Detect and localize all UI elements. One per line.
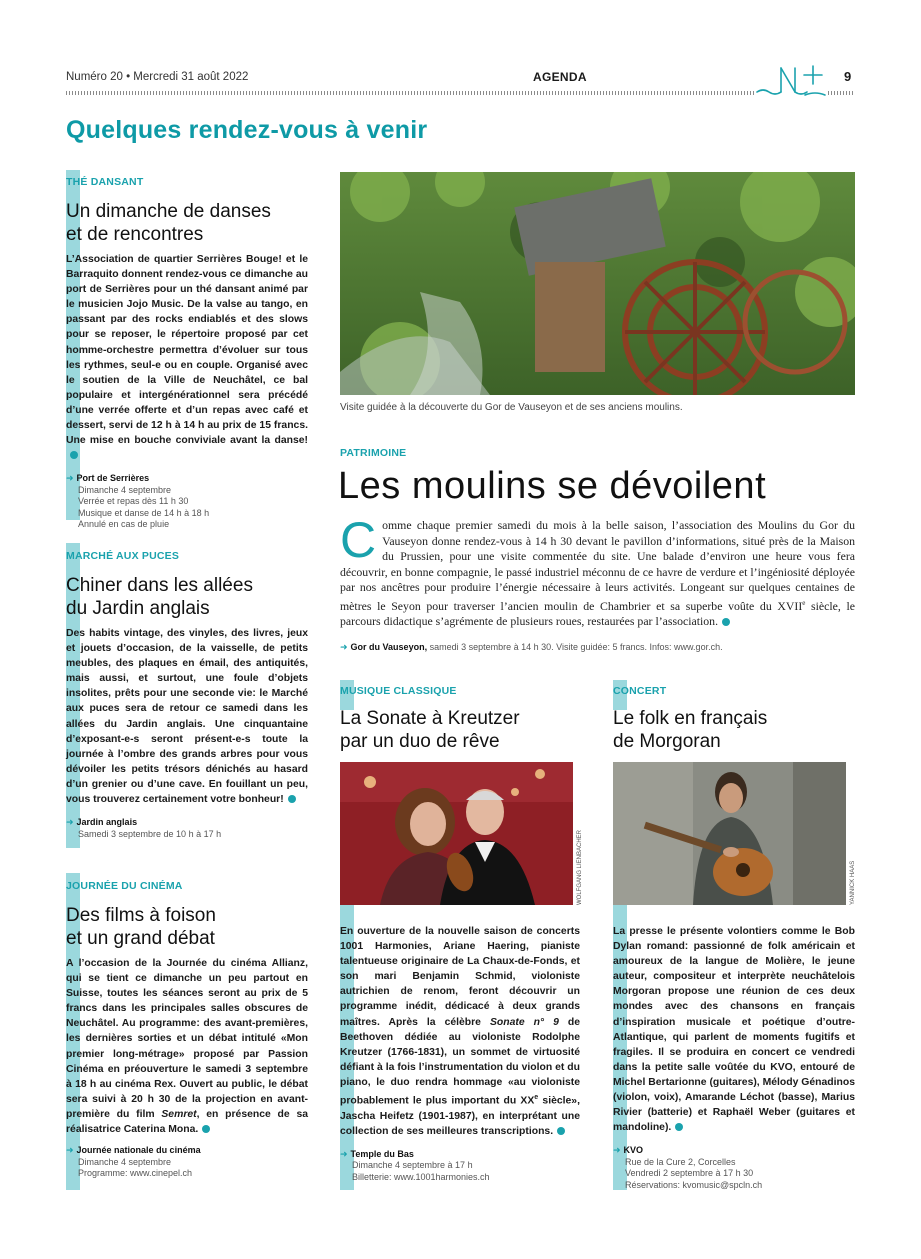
- end-dot-icon: [202, 1125, 210, 1133]
- body-text: A l’occasion de la Journée du cinéma Allianz, qui se tient ce dimanche un peu partout en Suisse, toutes les séances seront au prix de 5 francs dans les principales salles obscures de Neuchâtel. Au programme: des avant-premières, les dernières sorties et un débat intitulé «Mon premier long-métrage» proposé par Passion Cinéma en préouverture le samedi 3 septembre à 18 h au cinéma Rex. Ouvert au public, le débat sera suivi à 20 h 30 de la projection en avant-première du film: [66, 958, 308, 1120]
- info-line: Jardin anglais: [76, 817, 138, 828]
- folk-photo: [613, 762, 846, 905]
- info-line: Annulé en cas de pluie: [78, 519, 170, 530]
- duo-photo-image: [340, 762, 573, 905]
- photo-credit: YANNICK HAAS: [850, 860, 856, 905]
- info-line: Réservations: kvomusic@spcln.ch: [625, 1179, 763, 1190]
- kicker: JOURNÉE DU CINÉMA: [66, 880, 183, 892]
- article-cinema: [66, 880, 308, 1180]
- arrow-icon: ➜: [66, 1145, 74, 1156]
- body-text: siècle, le parcours didactique s’agrémente de plusieurs roues, restaurées par l’association.: [340, 598, 855, 629]
- photo-caption: Visite guidée à la découverte du Gor de Vauseyon et de ses anciens moulins.: [340, 402, 683, 413]
- body-text: omme chaque premier samedi du mois à la belle saison, l’association des Moulins du Gor du Vauseyon donne rendez-vous à 14 h 30 devant le pavillon d’informations, situé près de la Maison du Prussien, pour une visite commentée du site. Une balade d’environ une heure vous fera découvrir, en bonne compagnie, le passé industriel méconnu de ce havre de verdure et l’ingéniosité déployée par nos ancêtres pour produire l’énergie nécessaire à leurs activités. Longeant sur quelques centaines de mètres le Seyon pour traverser l’ancien moulin de Chambrier et sa superbe voûte du XVII: [340, 518, 855, 613]
- header-rule-right: [828, 91, 855, 95]
- info-line: Vendredi 2 septembre à 17 h 30: [625, 1168, 754, 1179]
- info-line: Port de Serrières: [76, 473, 150, 484]
- title-line: par un duo de rêve: [340, 731, 500, 752]
- kicker: CONCERT: [613, 685, 667, 697]
- title-line: et de rencontres: [66, 224, 204, 245]
- article-concert: [613, 924, 855, 1191]
- article-title: [66, 200, 308, 246]
- title-line: La Sonate à Kreutzer: [340, 708, 520, 729]
- article-marche: [66, 550, 308, 840]
- photo-credit: WOLFGANG LIENBACHER: [577, 829, 583, 905]
- title-line: Un dimanche de danses: [66, 201, 271, 222]
- article-body: [340, 924, 580, 1139]
- event-info: [66, 1145, 308, 1180]
- issue-info: Numéro 20 • Mercredi 31 août 2022: [66, 71, 249, 83]
- article-title: [66, 904, 308, 950]
- page-number: 9: [844, 69, 852, 84]
- article-musique: [340, 924, 580, 1183]
- event-info: [66, 473, 308, 531]
- body-text: En ouverture de la nouvelle saison de concerts 1001 Harmonies, Ariane Haering, pianiste talentueuse originaire de La Chaux-de-Fonds, et son mari Benjamin Schmid, violoniste autrichien de renom, feront découvrir un programme inédit, dédicacé à deux grands maîtres. Après la célèbre: [340, 926, 580, 1028]
- body-text: , en présence de sa réalisatrice Caterina Mona.: [66, 1108, 309, 1136]
- folk-photo-image: [613, 762, 846, 905]
- kicker: MARCHÉ AUX PUCES: [66, 550, 180, 562]
- article-title: [66, 574, 308, 620]
- kicker: THÉ DANSANT: [66, 176, 144, 188]
- info-line: Billetterie: www.1001harmonies.ch: [352, 1171, 490, 1182]
- title-line: du Jardin anglais: [66, 598, 210, 619]
- article-title: Les moulins se dévoilent: [338, 465, 767, 507]
- info-line: Samedi 3 septembre de 10 h à 17 h: [78, 828, 222, 839]
- end-dot-icon: [288, 795, 296, 803]
- article-body: [340, 512, 855, 630]
- info-line: Temple du Bas: [350, 1148, 414, 1159]
- info-line: Dimanche 4 septembre à 17 h: [352, 1160, 473, 1171]
- superscript: e: [534, 1094, 539, 1102]
- event-info: [66, 817, 308, 840]
- info-line: Dimanche 4 septembre: [78, 1156, 172, 1167]
- header-rule: [66, 91, 754, 95]
- arrow-icon: ➜: [66, 817, 74, 828]
- mill-photo: [340, 172, 855, 395]
- title-line: Le folk en français: [613, 708, 768, 729]
- info-place: Gor du Vauseyon,: [350, 642, 428, 652]
- event-info: [340, 1149, 580, 1184]
- body-text: Des habits vintage, des vinyles, des livres, jeux et jouets d’occasion, de la vaisselle, de petits meubles, des plaques en émail, des antiquités, mais aussi, et surtout, une foule d’objets insolites, prêts pour une seconde vie: le Marché aux puces sera de retour ce samedi dans les allées du Jardin anglais. Une cinquantaine d’exposant-e-s seront présent-e-s toute la journée à l’ombre des grands arbres pour vous dévoiler les petits trésors dénichés au hasard d’un grenier ou d’une cave. En fouillant un peu, vous trouverez certainement votre bonheur!: [66, 628, 308, 806]
- info-line: Programme: www.cinepel.ch: [78, 1168, 193, 1179]
- end-dot-icon: [70, 451, 78, 459]
- event-info: [613, 1145, 855, 1191]
- arrow-icon: ➜: [613, 1145, 621, 1156]
- title-line: Des films à foison: [66, 905, 216, 926]
- article-body: [66, 956, 308, 1137]
- title-line: et un grand débat: [66, 928, 215, 949]
- info-line: Rue de la Cure 2, Corcelles: [625, 1156, 736, 1167]
- arrow-icon: ➜: [340, 642, 348, 652]
- article-title: [340, 707, 580, 753]
- end-dot-icon: [722, 618, 730, 626]
- body-text: siècle», Jascha Heifetz (1901-1987), en interprétant une collection de ses meilleures transcriptions.: [340, 1095, 580, 1137]
- page-title: Quelques rendez-vous à venir: [66, 116, 428, 144]
- body-text: de Beethoven dédiée au violoniste Rodolphe Kreutzer (1766-1831), un sommet de virtuosité défiant à la fois l’instrumentation du violon et du piano, le duo rendra hommage «au violoniste probablement le plus important du XX: [340, 1016, 580, 1107]
- kicker: MUSIQUE CLASSIQUE: [340, 685, 457, 697]
- article-body: [66, 252, 308, 463]
- info-line: KVO: [623, 1145, 644, 1156]
- info-line: Journée nationale du cinéma: [76, 1145, 201, 1156]
- arrow-icon: ➜: [340, 1148, 348, 1159]
- info-line: Verrée et repas dès 11 h 30: [78, 496, 189, 507]
- info-line: samedi 3 septembre à 14 h 30. Visite guidée: 5 francs. Infos: www.gor.ch.: [427, 642, 723, 652]
- section-label: AGENDA: [533, 70, 587, 84]
- article-the-dansant: [66, 176, 308, 531]
- title-line: de Morgoran: [613, 731, 721, 752]
- article-body: [613, 924, 855, 1135]
- superscript: e: [802, 598, 806, 607]
- article-title: [613, 707, 853, 753]
- kicker: PATRIMOINE: [340, 447, 407, 459]
- nplus-logo-icon: [755, 62, 827, 100]
- title-line: Chiner dans les allées: [66, 575, 253, 596]
- event-info: [340, 642, 855, 654]
- arrow-icon: ➜: [66, 473, 74, 484]
- info-line: Musique et danse de 14 h à 18 h: [78, 507, 210, 518]
- work-title: Sonate n° 9: [489, 1016, 559, 1028]
- film-title: Semret: [161, 1108, 197, 1120]
- article-body: [66, 626, 308, 807]
- mill-photo-image: [340, 172, 855, 395]
- dropcap: C: [340, 512, 377, 568]
- end-dot-icon: [557, 1127, 565, 1135]
- body-text: La presse le présente volontiers comme le Bob Dylan romand: passionné de folk américain et amoureux de la langue de Molière, le jeune auteur, compositeur et interprète neuchâtelois Morgoran propose une réunion de ces deux mondes avec des chansons en français d’inspiration musicale et poétique d’outre-Atlantique, qui parlent de moments fugitifs et fragiles. Il se produira en concert ce vendredi dans la petite salle voûtée du KVO, entouré de Michel Bertarionne (guitares), Mélody Génadinos (violon, voix), Amarande Léchot (basse), Marius Rivier (batterie) et Raphaël Weber (guitares et mandoline).: [613, 926, 855, 1134]
- info-line: Dimanche 4 septembre: [78, 484, 172, 495]
- duo-photo: [340, 762, 573, 905]
- body-text: L’Association de quartier Serrières Bouge! et le Barraquito donnent rendez-vous ce dimanche au port de Serrières pour un thé dansant animé par le musicien Jojo Music. De la valse au tango, en passant par des rocks endiablés et des slows pour se reposer, le répertoire proposé par cet homme-orchestre permettra d’évoluer sur tous les rythmes, seul-e ou en couple. Organisé avec le soutien de la Ville de Neuchâtel, ce bal populaire et intergénérationnel sera précédé d’une verrée offerte et d’un repas avec café et dessert, servi de 12 h à 14 h au prix de 15 francs. Une mise en bouche conviviale avant la danse!: [66, 254, 308, 447]
- end-dot-icon: [675, 1123, 683, 1131]
